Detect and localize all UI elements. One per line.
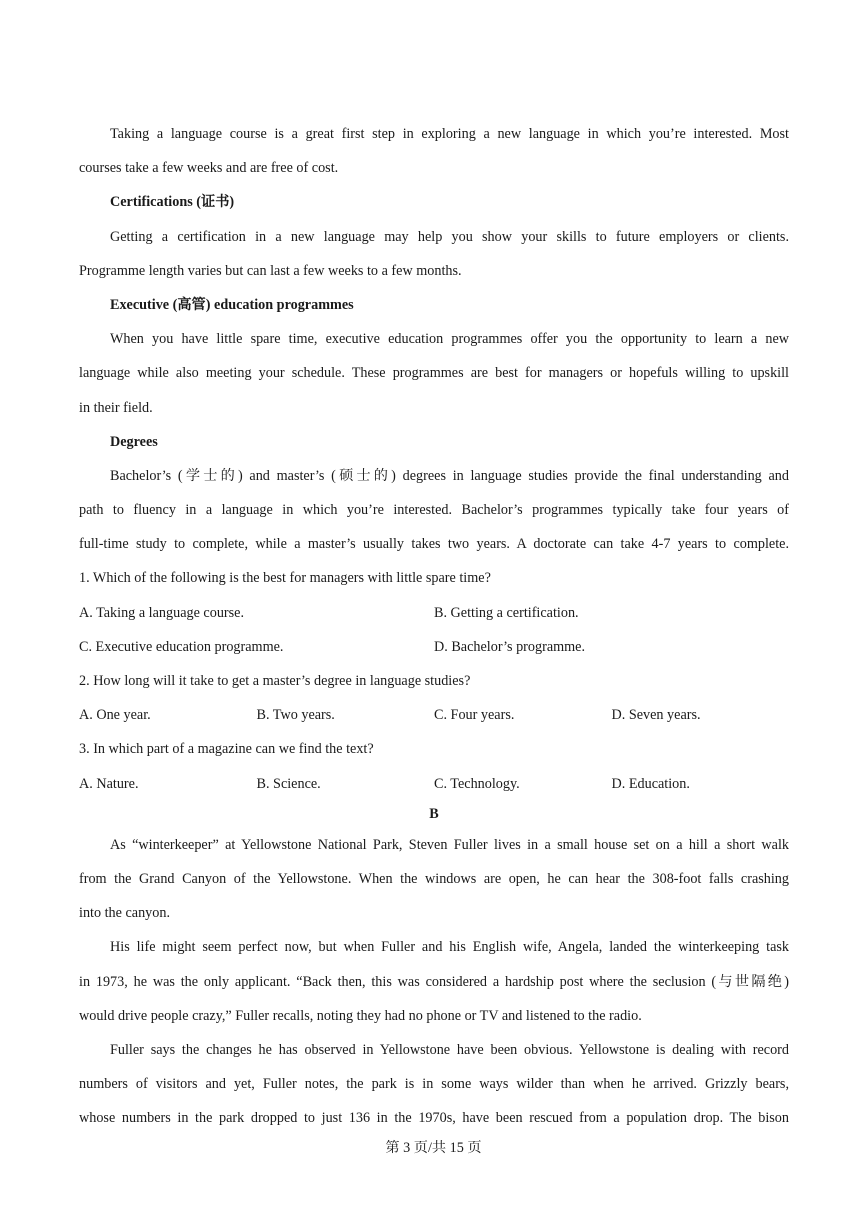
option-d: D. Education. [611,775,690,792]
option-b: B. Two years. [256,707,335,724]
paragraph-line: Getting a certification in a new language may help you show your skills to future employers or clients. [110,228,789,245]
section-heading-certifications: Certifications (证书) [110,194,235,211]
option-b: B. Getting a certification. [434,604,579,621]
paragraph-line: Programme length varies but can last a few weeks to a few months. [79,262,462,279]
section-b-heading: B [429,805,439,822]
paragraph-line: numbers of visitors and yet, Fuller notes, the park is in some ways wilder than when he arrived. Grizzly bears, [79,1076,789,1093]
section-heading-executive: Executive (高管) education programmes [110,296,354,313]
paragraph-line: would drive people crazy,” Fuller recalls, noting they had no phone or TV and listened to the radio. [79,1007,642,1024]
option-c: C. Technology. [434,775,520,792]
paragraph-line: whose numbers in the park dropped to just 136 in the 1970s, have been rescued from a population drop. The bison [79,1110,789,1127]
document-page [79,117,789,1135]
question-stem: 2. How long will it take to get a master’s degree in language studies? [79,673,471,689]
paragraph-line: language while also meeting your schedule. These programmes are best for managers or hopefuls willing to upskill [79,365,789,382]
paragraph-line: When you have little spare time, executive education programmes offer you the opportunity to learn a new [110,331,789,348]
option-b: B. Science. [256,775,321,792]
options-row [79,698,789,732]
paragraph-line: His life might seem perfect now, but when Fuller and his English wife, Angela, landed the winterkeeping task [110,939,789,956]
paragraph-line: Taking a language course is a great first step in exploring a new language in which you’re interested. Most [110,126,789,142]
option-d: D. Seven years. [611,707,701,724]
question-stem: 1. Which of the following is the best for managers with little spare time? [79,570,491,587]
option-c: C. Executive education programme. [79,638,284,655]
options-row [79,596,789,630]
paragraph-line: into the canyon. [79,905,171,922]
paragraph-line: from the Grand Canyon of the Yellowstone. When the windows are open, he can hear the 308-foot falls crashing [79,870,789,887]
options-row [79,767,789,801]
paragraph-line: in their field. [79,399,153,416]
section-heading-degrees: Degrees [110,433,158,450]
paragraph-line: in 1973, he was the only applicant. “Back then, this was considered a hardship post where the seclusion (与世隔绝) [79,973,789,990]
option-a: A. Nature. [79,775,139,792]
paragraph-line: Bachelor’s (学士的) and master’s (硕士的) degrees in language studies provide the final understanding and [110,467,789,484]
option-a: A. Taking a language course. [79,604,244,621]
question-stem: 3. In which part of a magazine can we find the text? [79,741,374,758]
paragraph-line: As “winterkeeper” at Yellowstone National Park, Steven Fuller lives in a small house set on a hill a short walk [110,836,789,853]
paragraph-line: path to fluency in a language in which you’re interested. Bachelor’s programmes typically take four years of [79,502,789,519]
page-footer: 第 3 页/共 15 页 [385,1140,482,1156]
option-a: A. One year. [79,707,151,724]
option-d: D. Bachelor’s programme. [434,638,586,655]
paragraph-line: full-time study to complete, while a master’s usually takes two years. A doctorate can take 4-7 years to complete. [79,536,789,553]
options-row [79,630,789,664]
option-c: C. Four years. [434,707,515,724]
paragraph-line: courses take a few weeks and are free of cost. [79,160,339,177]
paragraph-line: Fuller says the changes he has observed in Yellowstone have been obvious. Yellowstone is dealing with record [110,1041,789,1058]
